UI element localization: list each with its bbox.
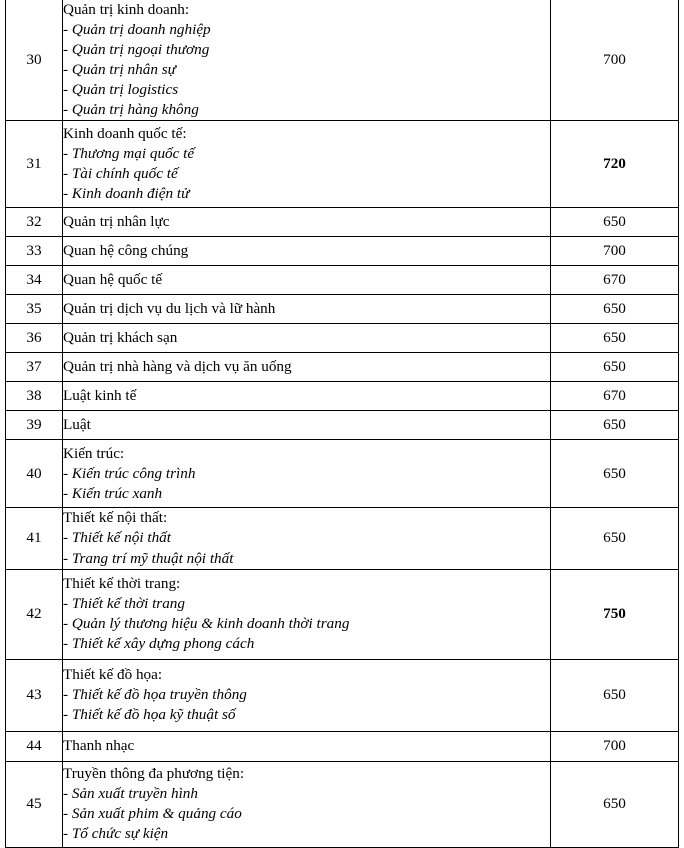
table-row <box>6 659 679 731</box>
row-number: 33 <box>6 237 63 266</box>
major-title: Quản trị kinh doanh: <box>63 1 190 18</box>
major-sub-item: - Trang trí mỹ thuật nội thất <box>63 549 234 567</box>
fee-value: 700 <box>551 731 679 761</box>
major-cell <box>63 121 551 208</box>
row-number: 41 <box>6 508 63 569</box>
major-cell <box>63 266 551 295</box>
row-number: 39 <box>6 411 63 440</box>
row-number: 40 <box>6 440 63 508</box>
row-number: 45 <box>6 761 63 847</box>
table-row <box>6 731 679 761</box>
fee-value: 670 <box>551 382 679 411</box>
major-sub-item: - Sản xuất phim & quảng cáo <box>63 805 242 823</box>
table-row <box>6 237 679 266</box>
major-title: Quản trị khách sạn <box>63 329 178 347</box>
major-title: Thiết kế thời trang: <box>63 574 181 592</box>
table-row <box>6 0 679 121</box>
major-cell <box>63 411 551 440</box>
row-number: 37 <box>6 353 63 382</box>
table-row <box>6 266 679 295</box>
fee-value: 650 <box>551 208 679 237</box>
major-title: Quản trị nhà hàng và dịch vụ ăn uống <box>63 358 292 376</box>
major-sub-item: - Sản xuất truyền hình <box>63 785 198 802</box>
major-title: Quan hệ quốc tế <box>63 271 163 289</box>
fee-value: 650 <box>551 440 679 508</box>
major-sub-item: - Kiến trúc công trình <box>63 464 196 482</box>
major-sub-item: - Thiết kế đồ họa kỹ thuật số <box>63 706 236 724</box>
fee-value: 650 <box>551 324 679 353</box>
fee-value: 720 <box>551 121 679 208</box>
row-number: 30 <box>6 0 63 121</box>
major-sub-item: - Thiết kế nội thất <box>63 529 171 547</box>
table-row <box>6 411 679 440</box>
fee-value: 700 <box>551 0 679 121</box>
row-number: 32 <box>6 208 63 237</box>
major-title: Quan hệ công chúng <box>63 242 189 260</box>
major-sub-item: - Tổ chức sự kiện <box>63 825 169 843</box>
table-row <box>6 508 679 569</box>
table-row <box>6 208 679 237</box>
table-row <box>6 353 679 382</box>
tuition-fee-table <box>5 0 679 848</box>
fee-value: 650 <box>551 761 679 847</box>
major-cell <box>63 508 551 569</box>
major-sub-item: - Thiết kế xây dựng phong cách <box>63 635 255 653</box>
table-row <box>6 761 679 847</box>
major-title: Kinh doanh quốc tế: <box>63 125 187 143</box>
fee-value: 750 <box>551 569 679 659</box>
table-row <box>6 569 679 659</box>
major-title: Thiết kế đồ họa: <box>63 665 163 683</box>
major-cell <box>63 761 551 847</box>
row-number: 44 <box>6 731 63 761</box>
row-number: 31 <box>6 121 63 208</box>
major-cell <box>63 295 551 324</box>
table-row <box>6 440 679 508</box>
table-row <box>6 324 679 353</box>
fee-value: 650 <box>551 295 679 324</box>
major-cell <box>63 237 551 266</box>
major-sub-item: - Kinh doanh điện tử <box>63 185 190 203</box>
major-sub-item: - Thiết kế đồ họa truyền thông <box>63 686 247 704</box>
major-sub-item: - Thương mại quốc tế <box>63 145 195 163</box>
major-title: Kiến trúc: <box>63 444 125 462</box>
major-sub-item: - Quản trị doanh nghiệp <box>63 21 211 39</box>
fee-value: 670 <box>551 266 679 295</box>
major-cell <box>63 659 551 731</box>
row-number: 43 <box>6 659 63 731</box>
major-cell <box>63 731 551 761</box>
fee-value: 650 <box>551 353 679 382</box>
fee-value: 650 <box>551 508 679 569</box>
row-number: 38 <box>6 382 63 411</box>
table-row <box>6 121 679 208</box>
major-cell <box>63 569 551 659</box>
major-sub-item: - Quản trị hàng không <box>63 101 199 119</box>
table-row <box>6 382 679 411</box>
major-sub-item: - Quản lý thương hiệu & kinh doanh thời trang <box>63 615 350 633</box>
major-cell <box>63 208 551 237</box>
row-number: 34 <box>6 266 63 295</box>
major-sub-item: - Thiết kế thời trang <box>63 595 185 612</box>
major-sub-item: - Quản trị logistics <box>63 81 179 99</box>
major-sub-item: - Tài chính quốc tế <box>63 165 178 183</box>
row-number: 36 <box>6 324 63 353</box>
major-title: Quản trị nhân lực <box>63 213 170 231</box>
major-cell <box>63 0 551 121</box>
major-cell <box>63 440 551 508</box>
major-cell <box>63 353 551 382</box>
major-sub-item: - Quản trị nhân sự <box>63 61 176 79</box>
major-title: Truyền thông đa phương tiện: <box>63 764 245 782</box>
table-body <box>6 0 679 847</box>
major-title: Luật kinh tế <box>63 387 137 405</box>
major-cell <box>63 382 551 411</box>
table-row <box>6 295 679 324</box>
major-sub-item: - Quản trị ngoại thương <box>63 41 210 59</box>
major-title: Thiết kế nội thất: <box>63 509 168 527</box>
row-number: 35 <box>6 295 63 324</box>
major-title: Thanh nhạc <box>63 737 135 755</box>
fee-value: 650 <box>551 411 679 440</box>
major-title: Luật <box>63 416 91 434</box>
major-sub-item: - Kiến trúc xanh <box>63 484 163 502</box>
row-number: 42 <box>6 569 63 659</box>
fee-value: 700 <box>551 237 679 266</box>
major-cell <box>63 324 551 353</box>
major-title: Quản trị dịch vụ du lịch và lữ hành <box>63 300 276 318</box>
fee-value: 650 <box>551 659 679 731</box>
